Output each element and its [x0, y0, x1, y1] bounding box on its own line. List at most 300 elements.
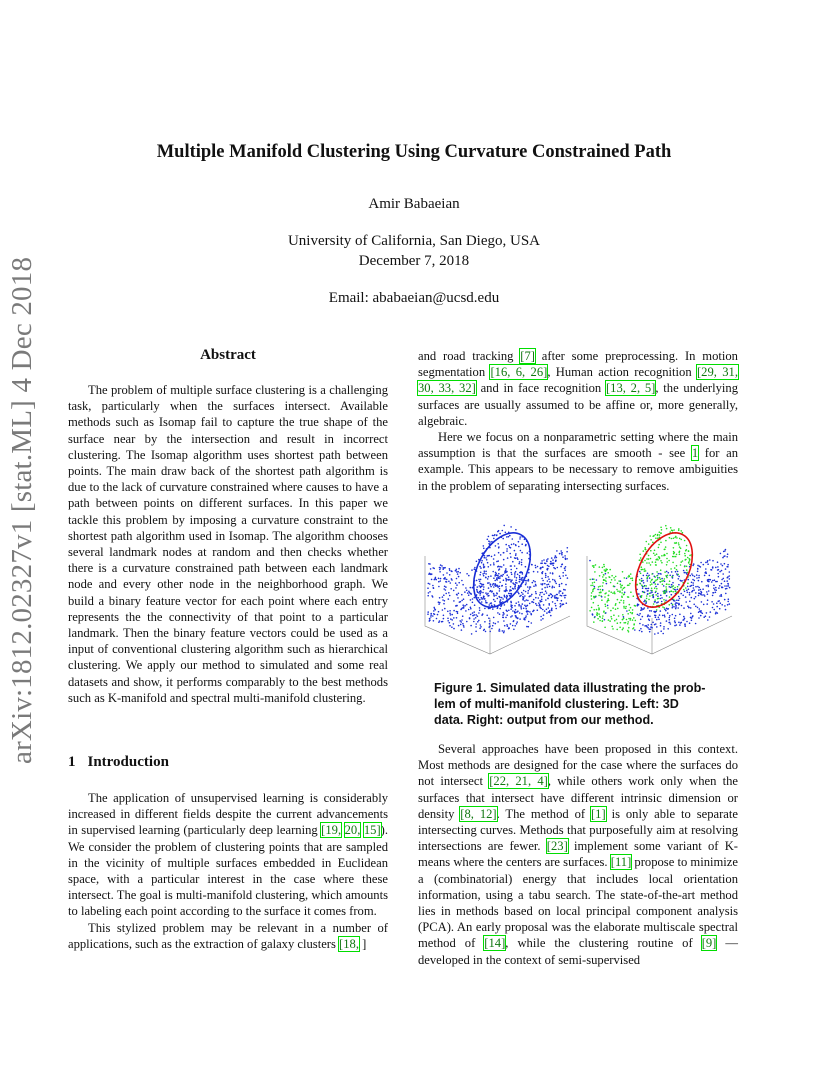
- data-point: [493, 558, 495, 560]
- data-point: [653, 597, 655, 599]
- data-point: [511, 607, 513, 609]
- figure-left-3d-data: [425, 523, 570, 654]
- data-point: [662, 584, 664, 586]
- data-point: [648, 628, 650, 630]
- data-point: [554, 596, 556, 598]
- data-point: [477, 615, 479, 617]
- data-point: [505, 583, 507, 585]
- data-point: [554, 579, 556, 581]
- data-point: [486, 559, 488, 561]
- data-point: [459, 572, 461, 574]
- data-point: [674, 620, 676, 622]
- data-point: [545, 590, 547, 592]
- data-point: [636, 584, 638, 586]
- data-point: [433, 610, 435, 612]
- data-point: [522, 593, 524, 595]
- data-point: [483, 548, 485, 550]
- citation-link[interactable]: [29, 31, 30, 33, 32]: [418, 365, 738, 396]
- data-point: [669, 596, 671, 598]
- data-point: [564, 589, 566, 591]
- data-point: [466, 590, 468, 592]
- data-point: [655, 537, 657, 539]
- data-point: [641, 569, 643, 571]
- data-point: [482, 592, 484, 594]
- data-point: [522, 577, 524, 579]
- data-point: [622, 589, 624, 591]
- data-point: [542, 571, 544, 573]
- data-point: [605, 612, 607, 614]
- citation-link[interactable]: [22, 21, 4]: [489, 774, 548, 789]
- data-point: [648, 588, 650, 590]
- citation-link[interactable]: [23]: [546, 839, 568, 854]
- data-point: [591, 598, 593, 600]
- data-point: [518, 593, 520, 595]
- data-point: [488, 576, 490, 578]
- data-point: [594, 588, 596, 590]
- data-point: [500, 575, 502, 577]
- data-point: [552, 595, 554, 597]
- data-point: [506, 614, 508, 616]
- data-point: [481, 583, 483, 585]
- citation-link[interactable]: [7]: [520, 349, 535, 363]
- data-point: [660, 625, 662, 627]
- data-point: [619, 627, 621, 629]
- data-point: [542, 580, 544, 582]
- data-point: [652, 542, 654, 544]
- data-point: [450, 588, 452, 590]
- data-point: [493, 538, 495, 540]
- data-point: [653, 603, 655, 605]
- data-point: [678, 603, 680, 605]
- data-point: [551, 562, 553, 564]
- data-point: [457, 611, 459, 613]
- data-point: [651, 610, 653, 612]
- data-point: [527, 586, 529, 588]
- data-point: [562, 556, 564, 558]
- data-point: [697, 571, 699, 573]
- data-point: [485, 631, 487, 633]
- data-point: [546, 584, 548, 586]
- data-point: [603, 574, 605, 576]
- data-point: [479, 566, 481, 568]
- data-point: [660, 532, 662, 534]
- data-point: [719, 571, 721, 573]
- data-point: [655, 594, 657, 596]
- data-point: [665, 546, 667, 548]
- data-point: [663, 591, 665, 593]
- citation-link[interactable]: 15]: [363, 823, 381, 838]
- right-column-top: [418, 348, 738, 494]
- citation-link[interactable]: [19,: [321, 823, 342, 838]
- data-point: [510, 616, 512, 618]
- data-point: [606, 569, 608, 571]
- data-point: [614, 579, 616, 581]
- data-point: [658, 598, 660, 600]
- data-point: [641, 631, 643, 633]
- data-point: [664, 571, 666, 573]
- data-point: [507, 625, 509, 627]
- data-point: [622, 614, 624, 616]
- data-point: [695, 606, 697, 608]
- data-point: [698, 589, 700, 591]
- data-point: [560, 603, 562, 605]
- data-point: [655, 617, 657, 619]
- data-point: [514, 586, 516, 588]
- data-point: [614, 620, 616, 622]
- data-point: [487, 582, 489, 584]
- data-point: [628, 610, 630, 612]
- data-point: [462, 615, 464, 617]
- data-point: [547, 565, 549, 567]
- data-point: [669, 575, 671, 577]
- data-point: [691, 620, 693, 622]
- citation-link[interactable]: [1]: [590, 806, 606, 821]
- data-point: [490, 586, 492, 588]
- data-point: [439, 597, 441, 599]
- data-point: [525, 582, 527, 584]
- data-point: [712, 595, 714, 597]
- data-point: [498, 630, 500, 632]
- data-point: [444, 586, 446, 588]
- data-point: [604, 569, 606, 571]
- data-point: [535, 585, 537, 587]
- data-point: [625, 608, 627, 610]
- data-point: [529, 611, 531, 613]
- figure-1-caption: Figure 1. Simulated data illustrating the prob- lem of multi-manifold clustering. Left: 3D data. Right: output from our method.: [434, 681, 706, 728]
- data-point: [565, 575, 567, 577]
- figure-reference-link[interactable]: 1: [691, 446, 699, 461]
- data-point: [663, 628, 665, 630]
- data-point: [640, 609, 642, 611]
- data-point: [661, 529, 663, 531]
- data-point: [438, 601, 440, 603]
- data-point: [440, 578, 442, 580]
- data-point: [451, 570, 453, 572]
- data-point: [680, 593, 682, 595]
- data-point: [479, 607, 481, 609]
- data-point: [447, 611, 449, 613]
- data-point: [493, 583, 495, 585]
- data-point: [562, 575, 564, 577]
- data-point: [727, 583, 729, 585]
- data-point: [601, 572, 603, 574]
- data-point: [676, 565, 678, 567]
- data-point: [499, 576, 501, 578]
- data-point: [540, 601, 542, 603]
- data-point: [521, 562, 523, 564]
- data-point: [623, 594, 625, 596]
- data-point: [642, 587, 644, 589]
- data-point: [456, 578, 458, 580]
- data-point: [522, 599, 524, 601]
- data-point: [657, 632, 659, 634]
- data-point: [462, 604, 464, 606]
- data-point: [699, 593, 701, 595]
- data-point: [495, 545, 497, 547]
- data-point: [715, 587, 717, 589]
- data-point: [560, 566, 562, 568]
- data-point: [455, 582, 457, 584]
- data-point: [490, 564, 492, 566]
- data-point: [521, 564, 523, 566]
- data-point: [677, 571, 679, 573]
- data-point: [481, 614, 483, 616]
- data-point: [605, 573, 607, 575]
- data-point: [478, 597, 480, 599]
- data-point: [506, 548, 508, 550]
- data-point: [617, 583, 619, 585]
- data-point: [641, 584, 643, 586]
- citation-link[interactable]: [8, 12]: [460, 806, 497, 821]
- data-point: [546, 592, 548, 594]
- data-point: [501, 585, 503, 587]
- data-point: [592, 585, 594, 587]
- data-point: [494, 554, 496, 556]
- data-point: [650, 581, 652, 583]
- data-point: [487, 562, 489, 564]
- data-point: [669, 580, 671, 582]
- data-point: [670, 590, 672, 592]
- citation-link[interactable]: [16, 6, 26]: [490, 365, 548, 380]
- data-point: [601, 596, 603, 598]
- data-point: [703, 564, 705, 566]
- data-point: [465, 610, 467, 612]
- data-point: [602, 615, 604, 617]
- data-point: [589, 579, 591, 581]
- data-point: [506, 596, 508, 598]
- data-point: [661, 578, 663, 580]
- data-point: [539, 594, 541, 596]
- data-point: [729, 575, 731, 577]
- data-point: [658, 573, 660, 575]
- data-point: [515, 558, 517, 560]
- data-point: [671, 529, 673, 531]
- data-point: [727, 601, 729, 603]
- data-point: [461, 594, 463, 596]
- data-point: [617, 599, 619, 601]
- data-point: [503, 620, 505, 622]
- data-point: [504, 625, 506, 627]
- data-point: [684, 623, 686, 625]
- citation-link[interactable]: [9]: [701, 936, 717, 951]
- data-point: [526, 580, 528, 582]
- data-point: [515, 584, 517, 586]
- data-point: [510, 608, 512, 610]
- data-point: [691, 617, 693, 619]
- data-point: [515, 571, 517, 573]
- data-point: [685, 587, 687, 589]
- citation-link[interactable]: 20,: [344, 823, 361, 838]
- data-point: [602, 576, 604, 578]
- data-point: [654, 554, 656, 556]
- data-point: [504, 572, 506, 574]
- data-point: [593, 596, 595, 598]
- data-point: [680, 530, 682, 532]
- data-point: [547, 558, 549, 560]
- data-point: [684, 591, 686, 593]
- data-point: [508, 593, 510, 595]
- data-point: [725, 609, 727, 611]
- data-point: [492, 571, 494, 573]
- data-point: [430, 614, 432, 616]
- data-point: [619, 590, 621, 592]
- data-point: [515, 553, 517, 555]
- data-point: [427, 587, 429, 589]
- data-point: [723, 556, 725, 558]
- data-point: [503, 612, 505, 614]
- data-point: [484, 608, 486, 610]
- data-point: [494, 580, 496, 582]
- data-point: [535, 593, 537, 595]
- data-point: [707, 599, 709, 601]
- data-point: [593, 621, 595, 623]
- data-point: [453, 628, 455, 630]
- data-point: [720, 602, 722, 604]
- data-point: [461, 580, 463, 582]
- data-point: [659, 614, 661, 616]
- data-point: [667, 612, 669, 614]
- data-point: [676, 537, 678, 539]
- data-point: [654, 633, 656, 635]
- data-point: [657, 579, 659, 581]
- data-point: [483, 575, 485, 577]
- data-point: [499, 578, 501, 580]
- data-point: [660, 560, 662, 562]
- data-point: [663, 592, 665, 594]
- data-point: [669, 617, 671, 619]
- data-point: [727, 604, 729, 606]
- data-point: [644, 560, 646, 562]
- data-point: [481, 562, 483, 564]
- data-point: [686, 545, 688, 547]
- data-point: [556, 594, 558, 596]
- data-point: [624, 577, 626, 579]
- data-point: [700, 589, 702, 591]
- data-point: [515, 582, 517, 584]
- data-point: [545, 599, 547, 601]
- data-point: [506, 610, 508, 612]
- data-point: [561, 564, 563, 566]
- data-point: [643, 586, 645, 588]
- data-point: [706, 612, 708, 614]
- data-point: [724, 585, 726, 587]
- data-point: [442, 609, 444, 611]
- data-point: [727, 577, 729, 579]
- data-point: [719, 585, 721, 587]
- data-point: [639, 613, 641, 615]
- data-point: [609, 569, 611, 571]
- data-point: [634, 629, 636, 631]
- data-point: [484, 621, 486, 623]
- data-point: [724, 580, 726, 582]
- data-point: [552, 601, 554, 603]
- data-point: [518, 541, 520, 543]
- data-point: [603, 564, 605, 566]
- data-point: [665, 610, 667, 612]
- data-point: [720, 553, 722, 555]
- data-point: [523, 590, 525, 592]
- data-point: [656, 575, 658, 577]
- data-point: [475, 614, 477, 616]
- data-point: [682, 532, 684, 534]
- right-paragraph-1: and road tracking [7] after some preprocessing. In motion segmentation [16, 6, 26], Human action recognition [29, 31, 30, 33, 32] and in face recognition [13, 2, 5], the underlying surfaces are usually assumed to be affine or, more generally, algebraic.: [418, 349, 738, 428]
- data-point: [479, 574, 481, 576]
- data-point: [488, 566, 490, 568]
- data-point: [693, 604, 695, 606]
- data-point: [695, 596, 697, 598]
- data-point: [674, 625, 676, 627]
- data-point: [541, 588, 543, 590]
- data-point: [672, 591, 674, 593]
- data-point: [457, 573, 459, 575]
- data-point: [607, 572, 609, 574]
- data-point: [479, 585, 481, 587]
- data-point: [684, 555, 686, 557]
- data-point: [444, 608, 446, 610]
- citation-link[interactable]: [14]: [484, 936, 506, 951]
- data-point: [470, 614, 472, 616]
- data-point: [531, 594, 533, 596]
- data-point: [726, 588, 728, 590]
- data-point: [542, 583, 544, 585]
- data-point: [499, 613, 501, 615]
- data-point: [629, 619, 631, 621]
- citation-link[interactable]: [13, 2, 5]: [605, 381, 656, 396]
- data-point: [678, 544, 680, 546]
- data-point: [614, 591, 616, 593]
- data-point: [659, 558, 661, 560]
- data-point: [673, 585, 675, 587]
- data-point: [522, 573, 524, 575]
- data-point: [485, 592, 487, 594]
- data-point: [493, 599, 495, 601]
- data-point: [480, 567, 482, 569]
- data-point: [639, 571, 641, 573]
- data-point: [694, 580, 696, 582]
- data-point: [551, 594, 553, 596]
- data-point: [671, 571, 673, 573]
- data-point: [660, 630, 662, 632]
- data-point: [615, 608, 617, 610]
- data-point: [541, 560, 543, 562]
- data-point: [543, 594, 545, 596]
- data-point: [656, 619, 658, 621]
- data-point: [555, 581, 557, 583]
- citation-link[interactable]: [11]: [610, 855, 632, 870]
- data-point: [656, 626, 658, 628]
- data-point: [525, 544, 527, 546]
- data-point: [666, 577, 668, 579]
- data-point: [597, 589, 599, 591]
- data-point: [607, 600, 609, 602]
- data-point: [727, 553, 729, 555]
- data-point: [497, 531, 499, 533]
- data-point: [712, 592, 714, 594]
- citation-link[interactable]: [18,: [339, 936, 359, 951]
- data-point: [512, 582, 514, 584]
- data-point: [544, 587, 546, 589]
- data-point: [722, 565, 724, 567]
- data-point: [544, 610, 546, 612]
- data-point: [671, 594, 673, 596]
- data-point: [476, 561, 478, 563]
- data-point: [644, 570, 646, 572]
- data-point: [712, 607, 714, 609]
- data-point: [459, 620, 461, 622]
- data-point: [609, 620, 611, 622]
- data-point: [675, 591, 677, 593]
- data-point: [602, 617, 604, 619]
